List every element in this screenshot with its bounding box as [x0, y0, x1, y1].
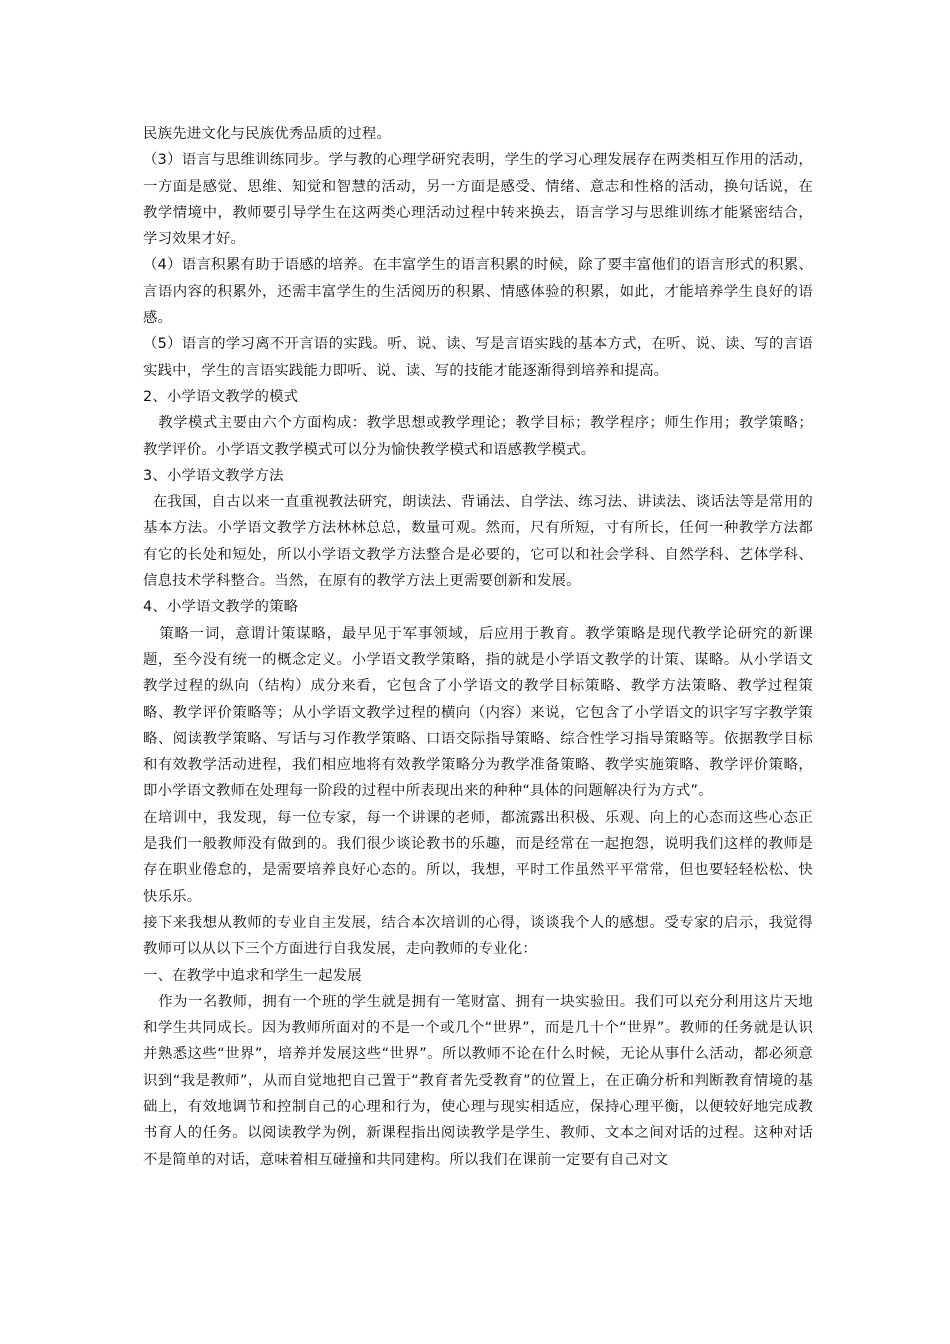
- paragraph-training-reflection: 在培训中，我发现，每一位专家，每一个讲课的老师，都流露出积极、乐观、向上的心态而这些心态正是我们一般教师没有做到的。我们很少谈论教书的乐趣，而是经常在一起抱怨，说明我们这样的教师是存在职业倦怠的，是需要培养良好心态的。所以，我想，平时工作虽然平平常常，但也要轻轻松松、快快乐乐。: [143, 809, 813, 905]
- paragraph-point-5: （5）语言的学习离不开言语的实践。听、说、读、写是言语实践的基本方式，在听、说、读、写的言语实践中，学生的言语实践能力即听、说、读、写的技能才能逐渐得到培养和提高。: [143, 336, 813, 379]
- paragraph-grow-with-students: 作为一名教师，拥有一个班的学生就是拥有一笔财富、拥有一块实验田。我们可以充分利用这片天地和学生共同成长。因为教师所面对的不是一个或几个“世界”，而是几十个“世界”。教师的任务就是认识并熟悉这些“世界”，培养并发展这些“世界”。所以教师不论在什么时候，无论从事什么活动，都必须意识到“我是教师”，从而自觉地把自己置于“教育者先受教育”的位置上，在正确分析和判断教育情境的基础上，有效地调节和控制自己的心理和行为，使心理与现实相适应，保持心理平衡，以便较好地完成教书育人的任务。以阅读教学为例，新课程指出阅读教学是学生、教师、文本之间对话的过程。这种对话不是简单的对话，意味着相互碰撞和共同建构。所以我们在课前一定要有自己对文: [143, 993, 813, 1168]
- paragraph-teaching-method: 在我国，自古以来一直重视教法研究，朗读法、背诵法、自学法、练习法、讲读法、谈话法等是常用的基本方法。小学语文教学方法林林总总，数量可观。然而，尺有所短，寸有所长，任何一种教学方法都有它的长处和短处，所以小学语文教学方法整合是必要的，它可以和社会学科、自然学科、艺体学科、信息技术学科整合。当然，在原有的教学方法上更需要创新和发展。: [143, 494, 813, 590]
- document-page: [143, 121, 813, 1173]
- paragraph-teaching-strategy: 策略一词，意谓计策谋略，最早见于军事领域，后应用于教育。教学策略是现代教学论研究的新课题，至今没有统一的概念定义。小学语文教学策略，指的就是小学语文教学的计策、谋略。从小学语文教学过程的纵向（结构）成分来看，它包含了小学语文的教学目标策略、教学方法策略、教学过程策略、教学评价策略等；从小学语文教学过程的横向（内容）来说，它包含了小学语文的识字写字教学策略、阅读教学策略、写话与习作教学策略、口语交际指导策略、综合性学习指导策略等。依据教学目标和有效教学活动进程，我们相应地将有效教学策略分为教学准备策略、教学实施策略、教学评价策略，即小学语文教师在处理每一阶段的过程中所表现出来的种种“具体的问题解决行为方式”。: [143, 625, 814, 800]
- paragraph-continuation: 民族先进文化与民族优秀品质的过程。: [143, 126, 392, 142]
- paragraph-teaching-mode: 教学模式主要由六个方面构成：教学思想或教学理论；教学目标；教学程序；师生作用；教学策略；教学评价。小学语文教学模式可以分为愉快教学模式和语感教学模式。: [143, 415, 813, 458]
- paragraph-point-3: （3）语言与思维训练同步。学与教的心理学研究表明，学生的学习心理发展存在两类相互作用的活动，一方面是感觉、思维、知觉和智慧的活动，另一方面是感受、情绪、意志和性格的活动，换句话说，在教学情境中，教师要引导学生在这两类心理活动过程中转来换去，语言学习与思维训练才能紧密结合，学习效果才好。: [143, 152, 813, 248]
- section-heading-teaching-method: 3、小学语文教学方法: [143, 467, 284, 484]
- section-heading-grow-with-students: 一、在教学中追求和学生一起发展: [143, 967, 362, 984]
- section-heading-teaching-mode: 2、小学语文教学的模式: [143, 388, 299, 405]
- paragraph-point-4: （4）语言积累有助于语感的培养。在丰富学生的语言积累的时候，除了要丰富他们的语言形式的积累、言语内容的积累外，还需丰富学生的生活阅历的积累、情感体验的积累，如此，才能培养学生良好的语感。: [143, 257, 813, 327]
- section-heading-teaching-strategy: 4、小学语文教学的策略: [143, 599, 299, 616]
- paragraph-professional-development: 接下来我想从教师的专业自主发展，结合本次培训的心得，谈谈我个人的感想。受专家的启示，我觉得教师可以从以下三个方面进行自我发展，走向教师的专业化：: [143, 914, 813, 958]
